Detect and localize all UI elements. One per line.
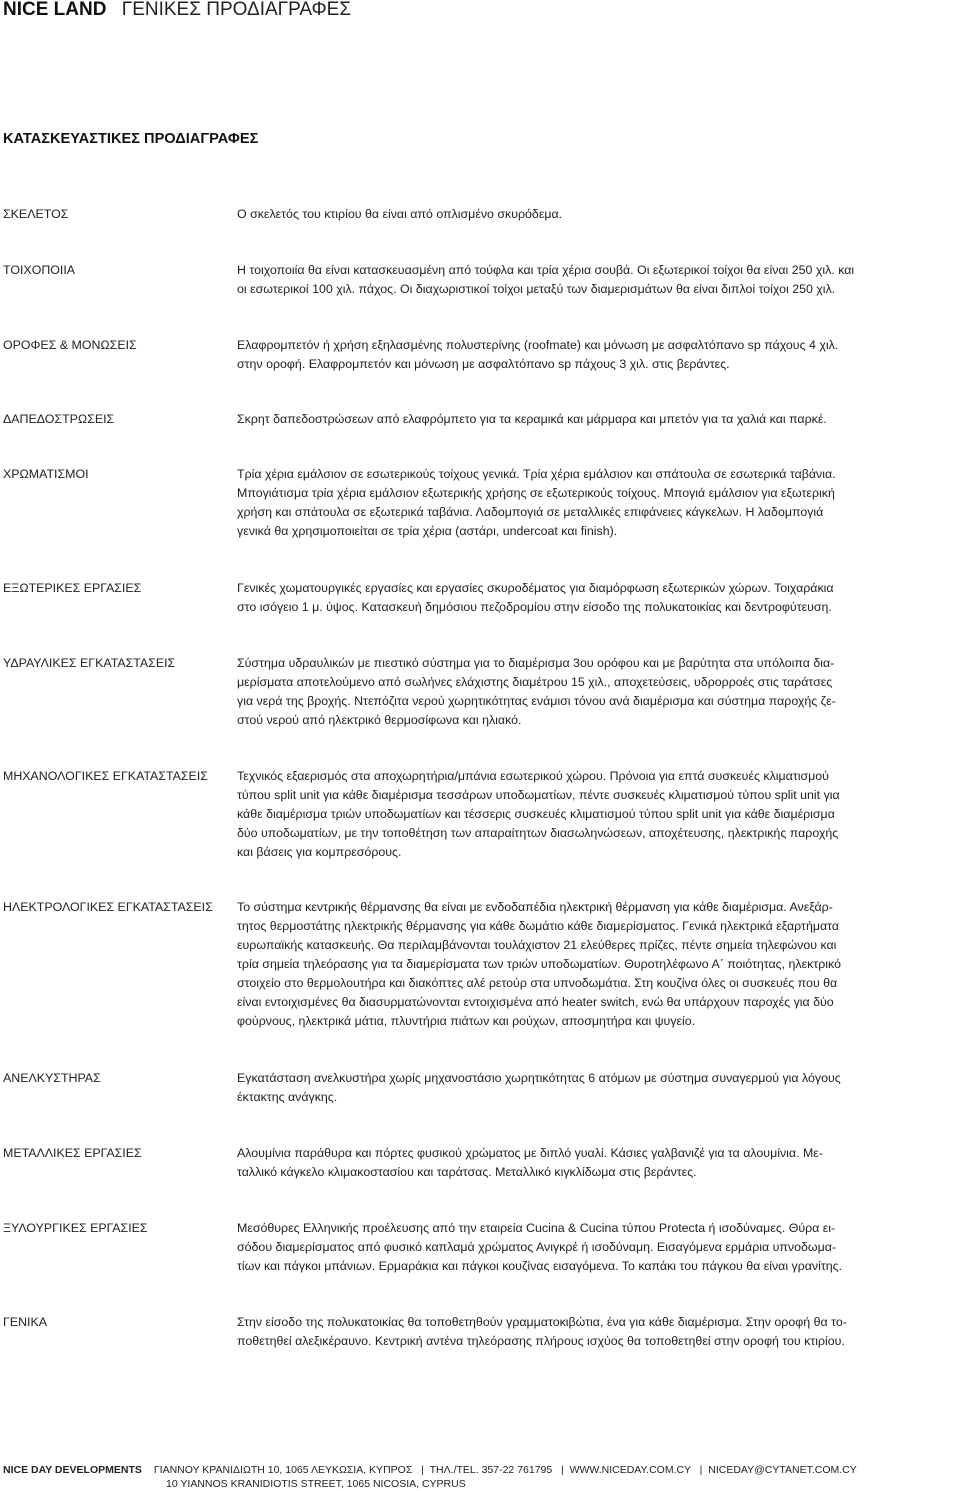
spec-text-line: Τεχνικός εξαερισμός στα αποχωρητήρια/μπάνια εσωτερικού χώρου. Πρόνοια για επτά συσκευές κλιματισμού — [237, 769, 829, 783]
footer-company: NICE DAY DEVELOPMENTS — [3, 1464, 142, 1476]
spec-text-line: Σύστημα υδραυλικών με πιεστικό σύστημα για το διαμέρισμα 3ου ορόφου και με βαρύτητα στα υπόλοιπα δια- — [237, 656, 835, 670]
spec-text-line: Το σύστημα κεντρικής θέρμανσης θα είναι με ενδοδαπέδια ηλεκτρική θέρμανση για κάθε διαμέρισμα. Ανεξάρ- — [237, 900, 833, 914]
spec-text — [237, 1219, 959, 1276]
spec-text — [237, 579, 959, 617]
footer-phone: ΤΗΛ./TEL. 357-22 761795 — [429, 1464, 553, 1476]
spec-text-line: Εγκατάσταση ανελκυστήρα χωρίς μηχανοστάσιο χωρητικότητας 6 ατόμων με σύστημα συναγερμού για λόγους — [237, 1071, 841, 1085]
spec-label: ΟΡΟΦΕΣ & ΜΟΝΩΣΕΙΣ — [3, 338, 137, 352]
spec-label: ΗΛΕΚΤΡΟΛΟΓΙΚΕΣ ΕΓΚΑΤΑΣΤΑΣΕΙΣ — [3, 900, 213, 914]
spec-text — [237, 654, 959, 730]
spec-text-line: γενικά θα χρησιμοποιείται σε τρία χέρια (αστάρι, undercoat και finish). — [237, 524, 618, 538]
spec-text — [237, 1069, 959, 1107]
spec-text-line: είναι εντοιχισμένες θα διασυρματώνονται εντοιχισμένα από heater switch, ενώ θα υπάρχουν παροχές για δύο — [237, 995, 834, 1009]
spec-text — [237, 767, 959, 862]
spec-text-line: Μπογιάτισμα τρία χέρια εμάλσιον εξωτερικής χρήσης σε εξωτερικούς τοίχους. Μπογιά εμάλσιον για εξωτερική — [237, 486, 835, 500]
spec-label: ΜΗΧΑΝΟΛΟΓΙΚΕΣ ΕΓΚΑΤΑΣΤΑΣΕΙΣ — [3, 769, 208, 783]
spec-text-line: φούρνους, ηλεκτρικά μάτια, πλυντήρια πιάτων και ρούχων, αποσμητήρα και ψυγείο. — [237, 1014, 696, 1028]
spec-text-line: ποθετηθεί αλεξικέραυνο. Κεντρική αντένα τηλεόρασης πλήρους ισχύος θα τοποθετηθεί στην οροφή του κτιρίου. — [237, 1334, 845, 1348]
spec-text-line: κάθε διαμέρισμα τριών υποδωματίων και τέσσερις συσκευές κλιματισμού τύπου split unit για κάθε διαμέρισμα — [237, 807, 835, 821]
spec-label: ΔΑΠΕΔΟΣΤΡΩΣΕΙΣ — [3, 412, 115, 426]
footer-address-en: 10 YIANNOS KRANIDIOTIS STREET, 1065 NICOSIA, CYPRUS — [166, 1478, 466, 1490]
spec-label: ΜΕΤΑΛΛΙΚΕΣ ΕΡΓΑΣΙΕΣ — [3, 1146, 142, 1160]
spec-text-line: χρήση και σπάτουλα σε εξωτερικά ταβάνια. Λαδομπογιά σε μεταλλικές επιφάνειες κάγκελων. Η λαδομπογιά — [237, 505, 824, 519]
spec-text — [237, 205, 959, 224]
spec-text-line: μερίσματα αποτελούμενο από σωλήνες ελάχιστης διαμέτρου 15 χιλ., αποχετεύσεις, υδρορροές στις ταράτσες — [237, 675, 833, 689]
spec-text-line: και βάσεις για κομπρεσόρους. — [237, 845, 402, 859]
spec-text-line: Στην είσοδο της πολυκατοικίας θα τοποθετηθούν γραμματοκιβώτια, ένα για κάθε διαμέρισμα. Στην οροφή θα το- — [237, 1315, 847, 1329]
spec-text-line: στού νερού από ηλεκτρικό θερμοσίφωνα και ηλιακό. — [237, 713, 522, 727]
spec-text-line: σόδου διαμερίσματος από φυσικό καπλαμά χρώματος Ανιγκρέ ή ισοδύναμη. Εισαγόμενα ερμάρια υπνοδωμα- — [237, 1240, 837, 1254]
spec-text-line: τητος θερμοστάτης ηλεκτρικής θέρμανσης για κάθε δωμάτιο κάθε διαμερίσματος. Γενικά ηλεκτρικά εξαρτήματα — [237, 919, 840, 933]
spec-text-line: οι εσωτερικοί 100 χιλ. πάχος. Οι διαχωριστικοί τοίχοι μεταξύ των διαμερισμάτων θα είναι διπλοί τοίχοι 250 χιλ. — [237, 282, 836, 296]
spec-text-line: δύο υποδωματίων, με την τοποθέτηση των απαραίτητων διασωληνώσεων, αποχέτευσης, ηλεκτρικής παροχής — [237, 826, 839, 840]
spec-text — [237, 465, 959, 541]
brand-name: NICE LAND — [3, 0, 107, 20]
spec-label: ΕΞΩΤΕΡΙΚΕΣ ΕΡΓΑΣΙΕΣ — [3, 581, 142, 595]
spec-text-line: τύπου split unit για κάθε διαμέρισμα τεσσάρων υποδωματίων, πέντε συσκευές κλιματισμού τύπου split unit για — [237, 788, 840, 802]
spec-label: ΑΝΕΛΚΥΣΤΗΡΑΣ — [3, 1071, 101, 1085]
spec-text-line: για νερά της βροχής. Ντεπόζιτα νερού χωρητικότητας ενάμισι τόνου ανά διαμέρισμα και σύστημα παροχής ζε- — [237, 694, 836, 708]
footer-address-gr: ΓΙΑΝΝΟΥ ΚΡΑΝΙΔΙΩΤΗ 10, 1065 ΛΕΥΚΩΣΙΑ, ΚΥΠΡΟΣ — [153, 1464, 413, 1476]
spec-label: ΓΕΝΙΚΑ — [3, 1315, 48, 1329]
spec-text-line: Μεσόθυρες Ελληνικής προέλευσης από την εταιρεία Cucina & Cucina τύπου Protecta ή ισοδύναμες. Θύρα ει- — [237, 1221, 836, 1235]
spec-text-line: Ο σκελετός του κτιρίου θα είναι από οπλισμένο σκυρόδεμα. — [237, 207, 563, 221]
spec-text-line: ευρωπαϊκής κατασκευής. Θα περιλαμβάνονται τουλάχιστον 21 ελεύθερες πρίζες, πέντε σημεία τηλεφώνου και — [237, 938, 837, 952]
spec-text-line: Τρία χέρια εμάλσιον σε εσωτερικούς τοίχους γενικά. Τρία χέρια εμάλσιον και σπάτουλα σε εσωτερικά ταβάνια. — [237, 467, 836, 481]
footer-website[interactable]: WWW.NICEDAY.COM.CY — [569, 1464, 691, 1476]
footer: NICE DAY DEVELOPMENTS ΓΙΑΝΝΟΥ ΚΡΑΝΙΔΙΩΤΗ 10, 1065 ΛΕΥΚΩΣΙΑ, ΚΥΠΡΟΣ | ΤΗΛ./TEL. 357-22 761795 | WWW.NICEDAY.COM.CY | NICEDAY@CYTANET.COM.CY 10 YIANNOS KRANIDIOTIS STREET, 1065 NICOSIA, CYPRUS — [3, 1464, 857, 1490]
spec-text-line: Ελαφρομπετόν ή χρήση εξηλασμένης πολυστερίνης (roofmate) και μόνωση με ασφαλτόπανο sp πάχους 4 χιλ. — [237, 338, 839, 352]
spec-text-line: ταλλικό κάγκελο κλιμακοστασίου και ταράτσας. Μεταλλικό κιγκλίδωμα στις βεράντες. — [237, 1165, 697, 1179]
spec-label: ΥΔΡΑΥΛΙΚΕΣ ΕΓΚΑΤΑΣΤΑΣΕΙΣ — [3, 656, 176, 670]
spec-text-line: στοιχείο στο θερμολουτήρα και διακόπτες αλέ ρετούρ στα υπνοδωμάτια. Στη κουζίνα όλες οι συσκευές που θα — [237, 976, 838, 990]
spec-text — [237, 1144, 959, 1182]
footer-email[interactable]: NICEDAY@CYTANET.COM.CY — [708, 1464, 857, 1476]
spec-text-line: στην οροφή. Ελαφρομπετόν και μόνωση με ασφαλτόπανο sp πάχους 3 χιλ. στις βεράντες. — [237, 357, 730, 371]
spec-text-line: Σκρητ δαπεδοστρώσεων από ελαφρόμπετο για τα κεραμικά και μάρμαρα και μπετόν για τα χαλιά και παρκέ. — [237, 412, 827, 426]
spec-label: ΧΡΩΜΑΤΙΣΜΟΙ — [3, 467, 89, 481]
spec-text — [237, 410, 959, 429]
spec-label: ΞΥΛΟΥΡΓΙΚΕΣ ΕΡΓΑΣΙΕΣ — [3, 1221, 148, 1235]
spec-text-line: Αλουμίνια παράθυρα και πόρτες φυσικού χρώματος με διπλό γυαλί. Κάσιες γαλβανιζέ για τα αλουμίνια. Με- — [237, 1146, 823, 1160]
spec-text — [237, 261, 959, 299]
section-title: ΚΑΤΑΣΚΕΥΑΣΤΙΚΕΣ ΠΡΟΔΙΑΓΡΑΦΕΣ — [3, 131, 259, 147]
spec-text — [237, 1313, 959, 1351]
spec-label: ΤΟΙΧΟΠΟΙΙΑ — [3, 263, 76, 277]
spec-text-line: τρία σημεία τηλεόρασης για τα διαμερίσματα των τριών υποδωματίων. Θυροτηλέφωνο Α΄ ποιότητας, ηλεκτρικό — [237, 957, 841, 971]
spec-text — [237, 336, 959, 374]
spec-text-line: Γενικές χωματουργικές εργασίες και εργασίες σκυροδέματος για διαμόρφωση εξωτερικών χώρων. Τοιχαράκια — [237, 581, 834, 595]
spec-text-line: στο ισόγειο 1 μ. ύψος. Κατασκευή δημόσιου πεζοδρομίου στην είσοδο της πολυκατοικίας και δεντροφύτευση. — [237, 600, 832, 614]
spec-text-line: τίων και πάγκοι μπάνιων. Ερμαράκια και πάγκοι κουζίνας εισαγόμενα. Το καπάκι του πάγκου θα είναι γρανίτης. — [237, 1259, 843, 1273]
page-title: ΓΕΝΙΚΕΣ ΠΡΟΔΙΑΓΡΑΦΕΣ — [121, 0, 352, 20]
spec-text-line: έκτακτης ανάγκης. — [237, 1090, 338, 1104]
spec-text — [237, 898, 959, 1031]
spec-label: ΣΚΕΛΕΤΟΣ — [3, 207, 69, 221]
spec-text-line: Η τοιχοποιία θα είναι κατασκευασμένη από τούφλα και τρία χέρια σουβά. Οι εξωτερικοί τοίχοι θα είναι 250 χιλ. και — [237, 263, 855, 277]
page-header — [3, 0, 351, 22]
